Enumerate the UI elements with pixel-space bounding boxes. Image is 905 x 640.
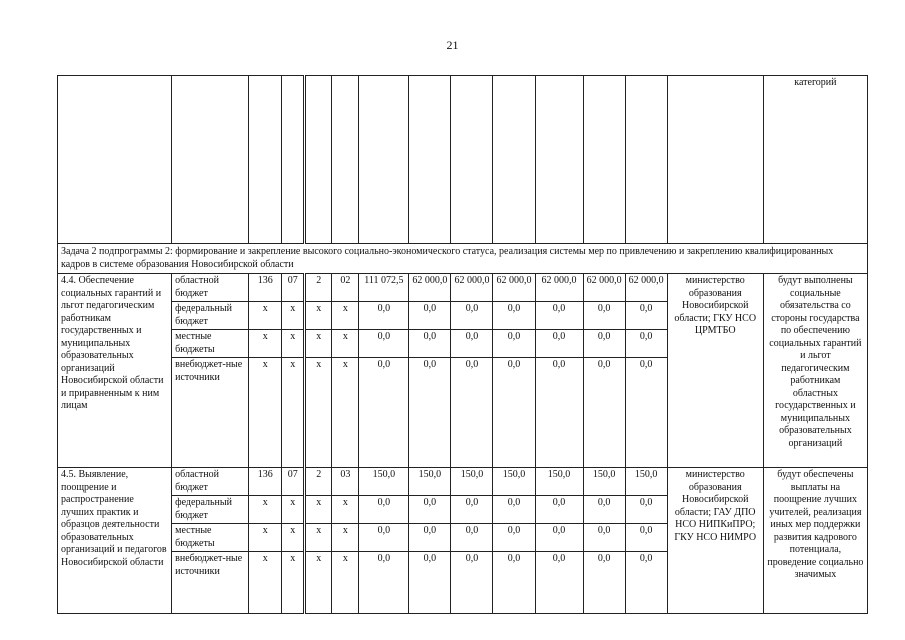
- year-amount: 0,0: [535, 330, 583, 358]
- year-amount: 0,0: [409, 302, 451, 330]
- code-program: х: [305, 552, 332, 614]
- year-amount: 0,0: [409, 358, 451, 468]
- total-amount: 0,0: [359, 358, 409, 468]
- year-amount: 0,0: [625, 302, 667, 330]
- code-section: х: [282, 302, 305, 330]
- carry-over-row: [58, 76, 868, 244]
- year-amount: 0,0: [409, 524, 451, 552]
- result-cell: категорий: [763, 76, 867, 244]
- code-section: 07: [282, 468, 305, 496]
- year-amount: 0,0: [583, 552, 625, 614]
- year-amount: 0,0: [583, 524, 625, 552]
- code-program: 2: [305, 274, 332, 302]
- year-amount: 0,0: [493, 496, 535, 524]
- year-amount: 0,0: [493, 552, 535, 614]
- funding-source: внебюджет-ные источники: [172, 552, 249, 614]
- year-amount: 62 000,0: [535, 274, 583, 302]
- code-event: х: [332, 358, 359, 468]
- code-event: х: [332, 524, 359, 552]
- code-program: 2: [305, 468, 332, 496]
- total-amount: 111 072,5: [359, 274, 409, 302]
- year-amount: 62 000,0: [451, 274, 493, 302]
- year-amount: 62 000,0: [493, 274, 535, 302]
- year-amount: 0,0: [451, 552, 493, 614]
- funding-source: федеральный бюджет: [172, 302, 249, 330]
- code-section: х: [282, 358, 305, 468]
- year-amount: 0,0: [625, 552, 667, 614]
- year-amount: 0,0: [625, 330, 667, 358]
- year-amount: 150,0: [625, 468, 667, 496]
- year-amount: 0,0: [625, 524, 667, 552]
- year-amount: 0,0: [535, 524, 583, 552]
- year-amount: 0,0: [451, 358, 493, 468]
- year-amount: 62 000,0: [583, 274, 625, 302]
- year-amount: 0,0: [625, 496, 667, 524]
- year-amount: 150,0: [583, 468, 625, 496]
- year-amount: 150,0: [535, 468, 583, 496]
- funding-source: областной бюджет: [172, 468, 249, 496]
- funding-source: областной бюджет: [172, 274, 249, 302]
- code-event: х: [332, 302, 359, 330]
- expected-result: будут выполнены социальные обязательства со стороны государства по обеспечению социальных гарантий и льгот педагогическим работникам областных государственных и муниципальных образовательных организаций: [763, 274, 867, 468]
- code-event: х: [332, 496, 359, 524]
- total-amount: 0,0: [359, 524, 409, 552]
- year-amount: 62 000,0: [409, 274, 451, 302]
- code-section: 07: [282, 274, 305, 302]
- year-amount: 0,0: [409, 496, 451, 524]
- code-grbs: 136: [249, 468, 282, 496]
- task-row: [58, 244, 868, 274]
- funding-source: местные бюджеты: [172, 524, 249, 552]
- code-program: х: [305, 358, 332, 468]
- activity-name: 4.5. Выявление, поощрение и распространение лучших практик и образцов деятельности образовательных организаций и педагогов Новосибирской области: [58, 468, 172, 614]
- year-amount: 150,0: [493, 468, 535, 496]
- code-program: х: [305, 330, 332, 358]
- year-amount: 0,0: [409, 330, 451, 358]
- year-amount: 150,0: [409, 468, 451, 496]
- year-amount: 0,0: [451, 330, 493, 358]
- code-event: 03: [332, 468, 359, 496]
- executor: министерство образования Новосибирской области; ГАУ ДПО НСО НИПКиПРО; ГКУ НСО НИМРО: [667, 468, 763, 614]
- year-amount: 0,0: [451, 302, 493, 330]
- code-section: х: [282, 330, 305, 358]
- code-section: х: [282, 496, 305, 524]
- code-grbs: х: [249, 358, 282, 468]
- activity-name: 4.4. Обеспечение социальных гарантий и льгот педагогическим работникам государственных и муниципальных образовательных организаций Новосибирской области и приравненным к ним лицам: [58, 274, 172, 468]
- funding-source: местные бюджеты: [172, 330, 249, 358]
- year-amount: 0,0: [583, 496, 625, 524]
- year-amount: 62 000,0: [625, 274, 667, 302]
- year-amount: 0,0: [625, 358, 667, 468]
- year-amount: 0,0: [493, 524, 535, 552]
- code-grbs: х: [249, 302, 282, 330]
- year-amount: 150,0: [451, 468, 493, 496]
- code-grbs: х: [249, 330, 282, 358]
- total-amount: 0,0: [359, 496, 409, 524]
- code-grbs: х: [249, 552, 282, 614]
- year-amount: 0,0: [535, 302, 583, 330]
- total-amount: 0,0: [359, 302, 409, 330]
- task-heading: Задача 2 подпрограммы 2: формирование и закрепление высокого социально-экономического статуса, реализация системы мер по привлечению и закреплению квалифицированных кадров в системе образования Новосибирской области: [58, 244, 868, 274]
- total-amount: 150,0: [359, 468, 409, 496]
- executor: министерство образования Новосибирской области; ГКУ НСО ЦРМТБО: [667, 274, 763, 468]
- year-amount: 0,0: [451, 524, 493, 552]
- funding-source: федеральный бюджет: [172, 496, 249, 524]
- total-amount: 0,0: [359, 330, 409, 358]
- year-amount: 0,0: [535, 496, 583, 524]
- year-amount: 0,0: [583, 302, 625, 330]
- code-grbs: 136: [249, 274, 282, 302]
- code-program: х: [305, 302, 332, 330]
- year-amount: 0,0: [409, 552, 451, 614]
- program-table: [57, 75, 868, 614]
- code-section: х: [282, 524, 305, 552]
- code-event: х: [332, 552, 359, 614]
- code-program: х: [305, 524, 332, 552]
- year-amount: 0,0: [493, 302, 535, 330]
- code-program: х: [305, 496, 332, 524]
- code-event: х: [332, 330, 359, 358]
- year-amount: 0,0: [583, 330, 625, 358]
- code-event: 02: [332, 274, 359, 302]
- year-amount: 0,0: [535, 358, 583, 468]
- funding-row: [58, 274, 868, 302]
- code-grbs: х: [249, 496, 282, 524]
- page-number: 21: [446, 38, 459, 52]
- funding-row: [58, 468, 868, 496]
- code-section: х: [282, 552, 305, 614]
- year-amount: 0,0: [451, 496, 493, 524]
- code-grbs: х: [249, 524, 282, 552]
- year-amount: 0,0: [493, 358, 535, 468]
- expected-result: будут обеспечены выплаты на поощрение лучших учителей, реализация иных мер поддержки развития кадрового потенциала, проведение социально значимых: [763, 468, 867, 614]
- funding-source: внебюджет-ные источники: [172, 358, 249, 468]
- year-amount: 0,0: [493, 330, 535, 358]
- total-amount: 0,0: [359, 552, 409, 614]
- year-amount: 0,0: [583, 358, 625, 468]
- year-amount: 0,0: [535, 552, 583, 614]
